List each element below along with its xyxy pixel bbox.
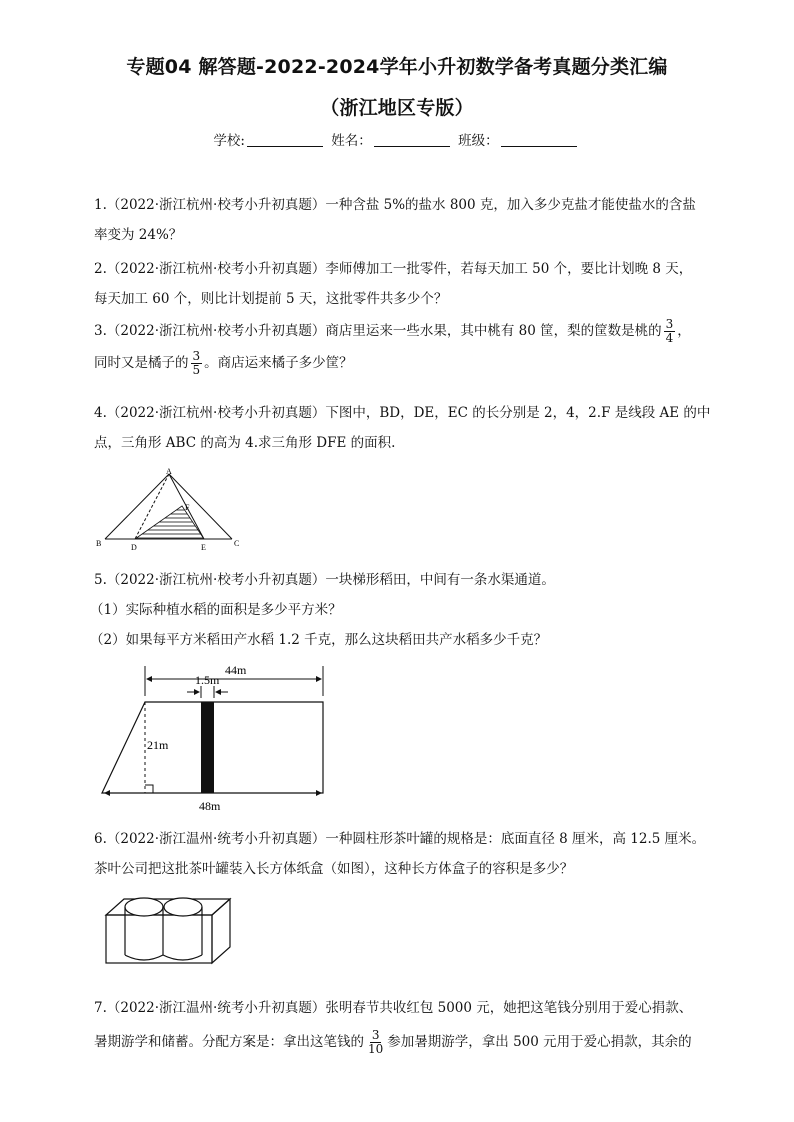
question-6-line1: 6.（2022·浙江温州·统考小升初真题）一种圆柱形茶叶罐的规格是：底面直径 8 厘米，高 12.5 厘米。 bbox=[94, 831, 706, 847]
fraction-three-fifths bbox=[191, 350, 203, 377]
question-7-text-a: 暑期游学和储蓄。分配方案是：拿出这笔钱的 bbox=[94, 1034, 364, 1050]
cylinder-top-right bbox=[164, 898, 202, 916]
question-4 bbox=[94, 398, 714, 458]
label-top-44m: 44m bbox=[225, 663, 247, 677]
question-3-text-b: ， bbox=[677, 323, 691, 339]
fraction-denominator: 5 bbox=[192, 363, 201, 377]
student-info-line bbox=[0, 129, 794, 149]
cylinder-top-left bbox=[125, 898, 163, 916]
triangle-figure bbox=[92, 464, 252, 554]
school-label: 学校: bbox=[213, 133, 245, 149]
class-label: 班级： bbox=[458, 133, 499, 149]
label-f: F bbox=[185, 503, 190, 512]
question-3 bbox=[94, 316, 714, 378]
class-blank[interactable] bbox=[501, 134, 577, 147]
question-7-line2 bbox=[94, 1027, 714, 1057]
question-3-text-a: 3.（2022·浙江杭州·校考小升初真题）商店里运来一些水果，其中桃有 80 筐，梨的筐数是桃的 bbox=[94, 323, 662, 339]
fraction-three-quarters bbox=[664, 318, 676, 345]
fraction-numerator: 3 bbox=[192, 349, 201, 363]
question-7-text-b: 参加暑期游学，拿出 500 元用于爱心捐款，其余的 bbox=[387, 1034, 692, 1050]
question-2-line2: 每天加工 60 个，则比计划提前 5 天，这批零件共多少个？ bbox=[94, 291, 448, 307]
question-6-line2: 茶叶公司把这批茶叶罐装入长方体纸盒（如图），这种长方体盒子的容积是多少？ bbox=[94, 861, 574, 877]
question-7 bbox=[94, 993, 714, 1057]
question-5-sub1: （1）实际种植水稻的面积是多少平方米？ bbox=[90, 602, 342, 618]
label-height-21m: 21m bbox=[147, 738, 169, 752]
label-a: A bbox=[166, 467, 172, 476]
label-d: D bbox=[131, 543, 137, 552]
question-3-text-d: 。商店运来橘子多少筐？ bbox=[204, 355, 353, 371]
question-5-sub2: （2）如果每平方米稻田产水稻 1.2 千克，那么这块稻田共产水稻多少千克？ bbox=[90, 632, 548, 648]
question-1-line1: 1.（2022·浙江杭州·校考小升初真题）一种含盐 5%的盐水 800 克，加入多少克盐才能使盐水的含盐 bbox=[94, 197, 696, 213]
fraction-denominator: 10 bbox=[368, 1042, 384, 1056]
fraction-numerator: 3 bbox=[665, 317, 674, 331]
question-6 bbox=[94, 824, 714, 884]
question-2-line1: 2.（2022·浙江杭州·校考小升初真题）李师傅加工一批零件，若每天加工 50 个，要比计划晚 8 天， bbox=[94, 261, 693, 277]
question-3-line1 bbox=[94, 316, 714, 346]
label-channel-1-5m: 1.5m bbox=[195, 673, 220, 687]
label-e: E bbox=[201, 543, 206, 552]
school-blank[interactable] bbox=[247, 134, 323, 147]
label-b: B bbox=[96, 539, 102, 548]
label-c: C bbox=[234, 539, 240, 548]
fraction-denominator: 4 bbox=[665, 331, 674, 345]
box-with-cylinders-figure bbox=[100, 893, 240, 973]
page-subtitle: （浙江地区专版） bbox=[320, 97, 474, 119]
page-title: 专题04 解答题-2022-2024学年小升初数学备考真题分类汇编 bbox=[126, 56, 668, 78]
question-2 bbox=[94, 254, 714, 314]
water-channel bbox=[201, 702, 214, 793]
question-3-text-c: 同时又是橘子的 bbox=[94, 355, 189, 371]
fraction-numerator: 3 bbox=[371, 1028, 380, 1042]
question-4-line2: 点，三角形 ABC 的高为 4.求三角形 DFE 的面积. bbox=[94, 435, 396, 451]
fraction-three-tenths bbox=[366, 1029, 385, 1056]
trapezoid-field-figure bbox=[95, 658, 335, 818]
question-5-line1: 5.（2022·浙江杭州·校考小升初真题）一块梯形稻田，中间有一条水渠通道。 bbox=[94, 572, 555, 588]
label-bottom-48m: 48m bbox=[199, 799, 221, 813]
question-1 bbox=[94, 190, 714, 250]
question-4-line1: 4.（2022·浙江杭州·校考小升初真题）下图中，BD，DE，EC 的长分别是 2，4，2.F 是线段 AE 的中 bbox=[94, 405, 711, 421]
question-5 bbox=[90, 565, 714, 655]
question-1-line2: 率变为 24%？ bbox=[94, 227, 183, 243]
name-label: 姓名： bbox=[331, 133, 372, 149]
shaded-triangle-dfe bbox=[135, 506, 204, 539]
question-3-line2 bbox=[94, 348, 714, 378]
question-7-line1: 7.（2022·浙江温州·统考小升初真题）张明春节共收红包 5000 元，她把这笔钱分别用于爱心捐款、 bbox=[94, 1000, 693, 1016]
name-blank[interactable] bbox=[374, 134, 450, 147]
